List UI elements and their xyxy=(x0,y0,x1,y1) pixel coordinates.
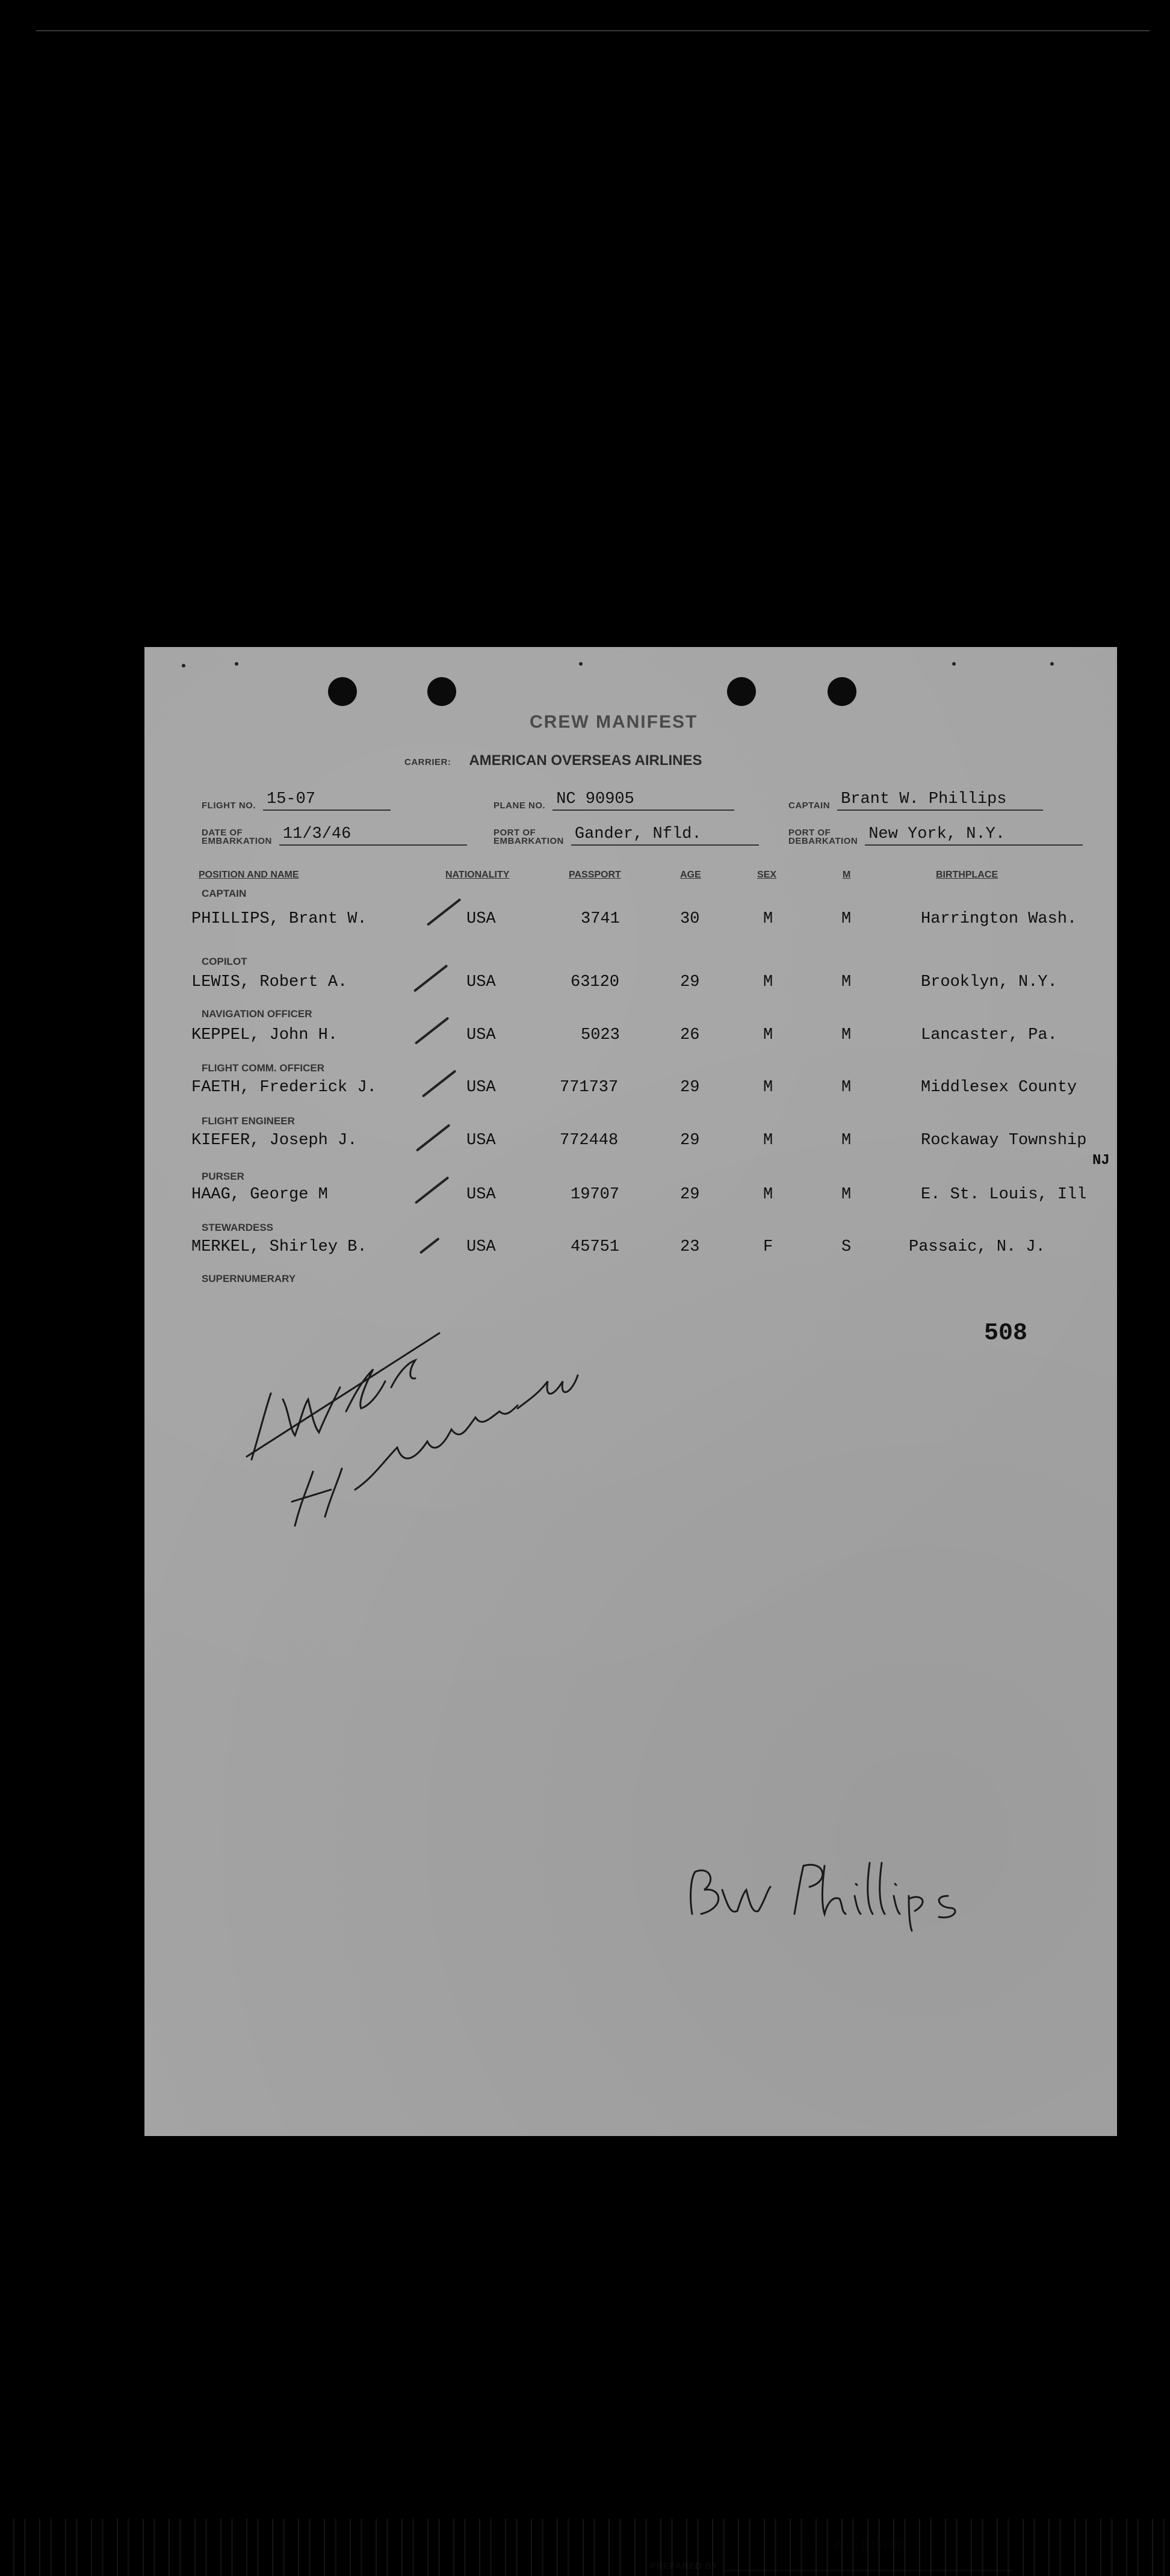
check-mark xyxy=(413,964,448,992)
document-title: CREW MANIFEST xyxy=(530,712,698,732)
port-embarkation-label-line1: PORT OF xyxy=(494,828,536,838)
crew-role: CAPTAIN xyxy=(202,888,247,899)
punch-hole xyxy=(427,677,456,706)
crew-sex: M xyxy=(763,973,773,991)
crew-birthplace: Harrington Wash. xyxy=(921,910,1077,928)
crew-passport: 772448 xyxy=(560,1132,619,1150)
crew-marital: M xyxy=(841,1026,852,1044)
speck xyxy=(952,662,956,666)
crew-nationality: USA xyxy=(466,1238,496,1256)
carrier-value: AMERICAN OVERSEAS AIRLINES xyxy=(469,752,702,769)
speck xyxy=(182,664,185,667)
crew-birthplace: E. St. Louis, Ill xyxy=(921,1186,1087,1204)
plane-no-value: NC 90905 xyxy=(552,790,734,811)
captain-value: Brant W. Phillips xyxy=(837,790,1043,811)
port-debarkation-label-line2: DEBARKATION xyxy=(788,836,858,846)
port-embarkation-label xyxy=(494,829,564,846)
signature-text: B.W. Phillips xyxy=(680,1929,685,1930)
date-value: 11/3/46 xyxy=(279,825,467,846)
speck xyxy=(235,662,238,666)
crew-name: FAETH, Frederick J. xyxy=(191,1079,377,1097)
page-number: 508 xyxy=(984,1320,1028,1347)
flight-no-value: 15-07 xyxy=(263,790,391,811)
date-label xyxy=(202,829,272,846)
crew-birthplace: Brooklyn, N.Y. xyxy=(921,973,1057,991)
captain-field xyxy=(788,790,1043,811)
header-age: AGE xyxy=(680,870,701,880)
port-debarkation-field xyxy=(788,825,1083,846)
crew-birthplace-state: NJ xyxy=(1092,1153,1110,1169)
header-nationality: NATIONALITY xyxy=(445,870,510,880)
speck xyxy=(579,662,583,666)
crew-sex: M xyxy=(763,910,773,928)
date-field xyxy=(202,825,467,846)
crew-age: 29 xyxy=(680,973,700,991)
scan-top-line xyxy=(36,30,1150,31)
check-mark xyxy=(415,1176,450,1204)
manifest-page xyxy=(144,647,1117,2136)
port-debarkation-label-line1: PORT OF xyxy=(788,828,831,838)
supernumerary-label: SUPERNUMERARY xyxy=(202,1273,296,1284)
check-mark xyxy=(419,1237,440,1254)
header-marital: M xyxy=(843,870,851,880)
flight-no-label: FLIGHT NO. xyxy=(202,800,256,811)
crew-age: 23 xyxy=(680,1238,700,1256)
port-embarkation-field xyxy=(494,825,759,846)
port-embarkation-label-line2: EMBARKATION xyxy=(494,836,564,846)
date-label-line1: DATE OF xyxy=(202,828,243,838)
crew-age: 29 xyxy=(680,1079,700,1097)
carrier-row xyxy=(404,752,702,769)
punch-hole xyxy=(828,677,856,706)
scan-bottom-edge xyxy=(0,2519,1170,2576)
crew-age: 29 xyxy=(680,1132,700,1150)
crew-marital: M xyxy=(841,910,852,928)
crew-marital: S xyxy=(841,1238,852,1256)
crew-passport: 19707 xyxy=(571,1186,620,1204)
carrier-label: CARRIER: xyxy=(404,757,451,767)
crew-nationality: USA xyxy=(466,1132,496,1150)
crew-name: HAAG, George M xyxy=(191,1186,328,1204)
crew-birthplace: Middlesex County xyxy=(921,1079,1077,1097)
crew-role: NAVIGATION OFFICER xyxy=(202,1008,312,1020)
header-birthplace: BIRTHPLACE xyxy=(936,870,998,880)
crew-sex: F xyxy=(763,1238,773,1256)
port-debarkation-label xyxy=(788,829,858,846)
check-mark xyxy=(427,898,462,926)
crew-name: KEPPEL, John H. xyxy=(191,1026,338,1044)
crew-passport: 5023 xyxy=(581,1026,620,1044)
check-mark xyxy=(416,1124,451,1151)
check-mark xyxy=(422,1070,457,1097)
crew-sex: M xyxy=(763,1079,773,1097)
port-embarkation-value: Gander, Nfld. xyxy=(571,825,759,846)
crew-marital: M xyxy=(841,1132,852,1150)
crew-role: FLIGHT ENGINEER xyxy=(202,1115,295,1127)
crew-passport: 771737 xyxy=(560,1079,619,1097)
date-label-line2: EMBARKATION xyxy=(202,836,272,846)
crew-nationality: USA xyxy=(466,1079,496,1097)
check-mark xyxy=(415,1017,450,1044)
crew-marital: M xyxy=(841,1079,852,1097)
crew-role: PURSER xyxy=(202,1171,244,1182)
header-sex: SEX xyxy=(757,870,777,880)
speck xyxy=(1050,662,1054,666)
punch-hole xyxy=(727,677,756,706)
punch-hole xyxy=(328,677,357,706)
handwritten-inspector-notes xyxy=(235,1309,596,1586)
plane-no-label: PLANE NO. xyxy=(494,800,546,811)
crew-role: STEWARDESS xyxy=(202,1222,274,1233)
captain-signature xyxy=(674,1854,1011,1932)
crew-age: 30 xyxy=(680,910,700,928)
crew-nationality: USA xyxy=(466,973,496,991)
crew-sex: M xyxy=(763,1132,773,1150)
crew-name: PHILLIPS, Brant W. xyxy=(191,910,367,928)
crew-age: 29 xyxy=(680,1186,700,1204)
crew-passport: 45751 xyxy=(571,1238,620,1256)
crew-nationality: USA xyxy=(466,1186,496,1204)
header-passport: PASSPORT xyxy=(569,870,621,880)
crew-birthplace: Passaic, N. J. xyxy=(909,1238,1045,1256)
crew-nationality: USA xyxy=(466,1026,496,1044)
crew-age: 26 xyxy=(680,1026,700,1044)
crew-name: KIEFER, Joseph J. xyxy=(191,1132,358,1150)
port-debarkation-value: New York, N.Y. xyxy=(865,825,1083,846)
plane-no-field xyxy=(494,790,734,811)
crew-passport: 63120 xyxy=(571,973,620,991)
crew-name: LEWIS, Robert A. xyxy=(191,973,348,991)
crew-birthplace: Rockaway Township xyxy=(921,1132,1087,1150)
crew-marital: M xyxy=(841,973,852,991)
crew-marital: M xyxy=(841,1186,852,1204)
crew-role: COPILOT xyxy=(202,956,247,967)
flight-no-field xyxy=(202,790,391,811)
header-position-name: POSITION AND NAME xyxy=(199,870,299,880)
crew-sex: M xyxy=(763,1186,773,1204)
crew-passport: 3741 xyxy=(581,910,620,928)
captain-label: CAPTAIN xyxy=(788,800,831,811)
crew-sex: M xyxy=(763,1026,773,1044)
crew-birthplace: Lancaster, Pa. xyxy=(921,1026,1057,1044)
crew-name: MERKEL, Shirley B. xyxy=(191,1238,367,1256)
crew-nationality: USA xyxy=(466,910,496,928)
crew-role: FLIGHT COMM. OFFICER xyxy=(202,1062,324,1074)
